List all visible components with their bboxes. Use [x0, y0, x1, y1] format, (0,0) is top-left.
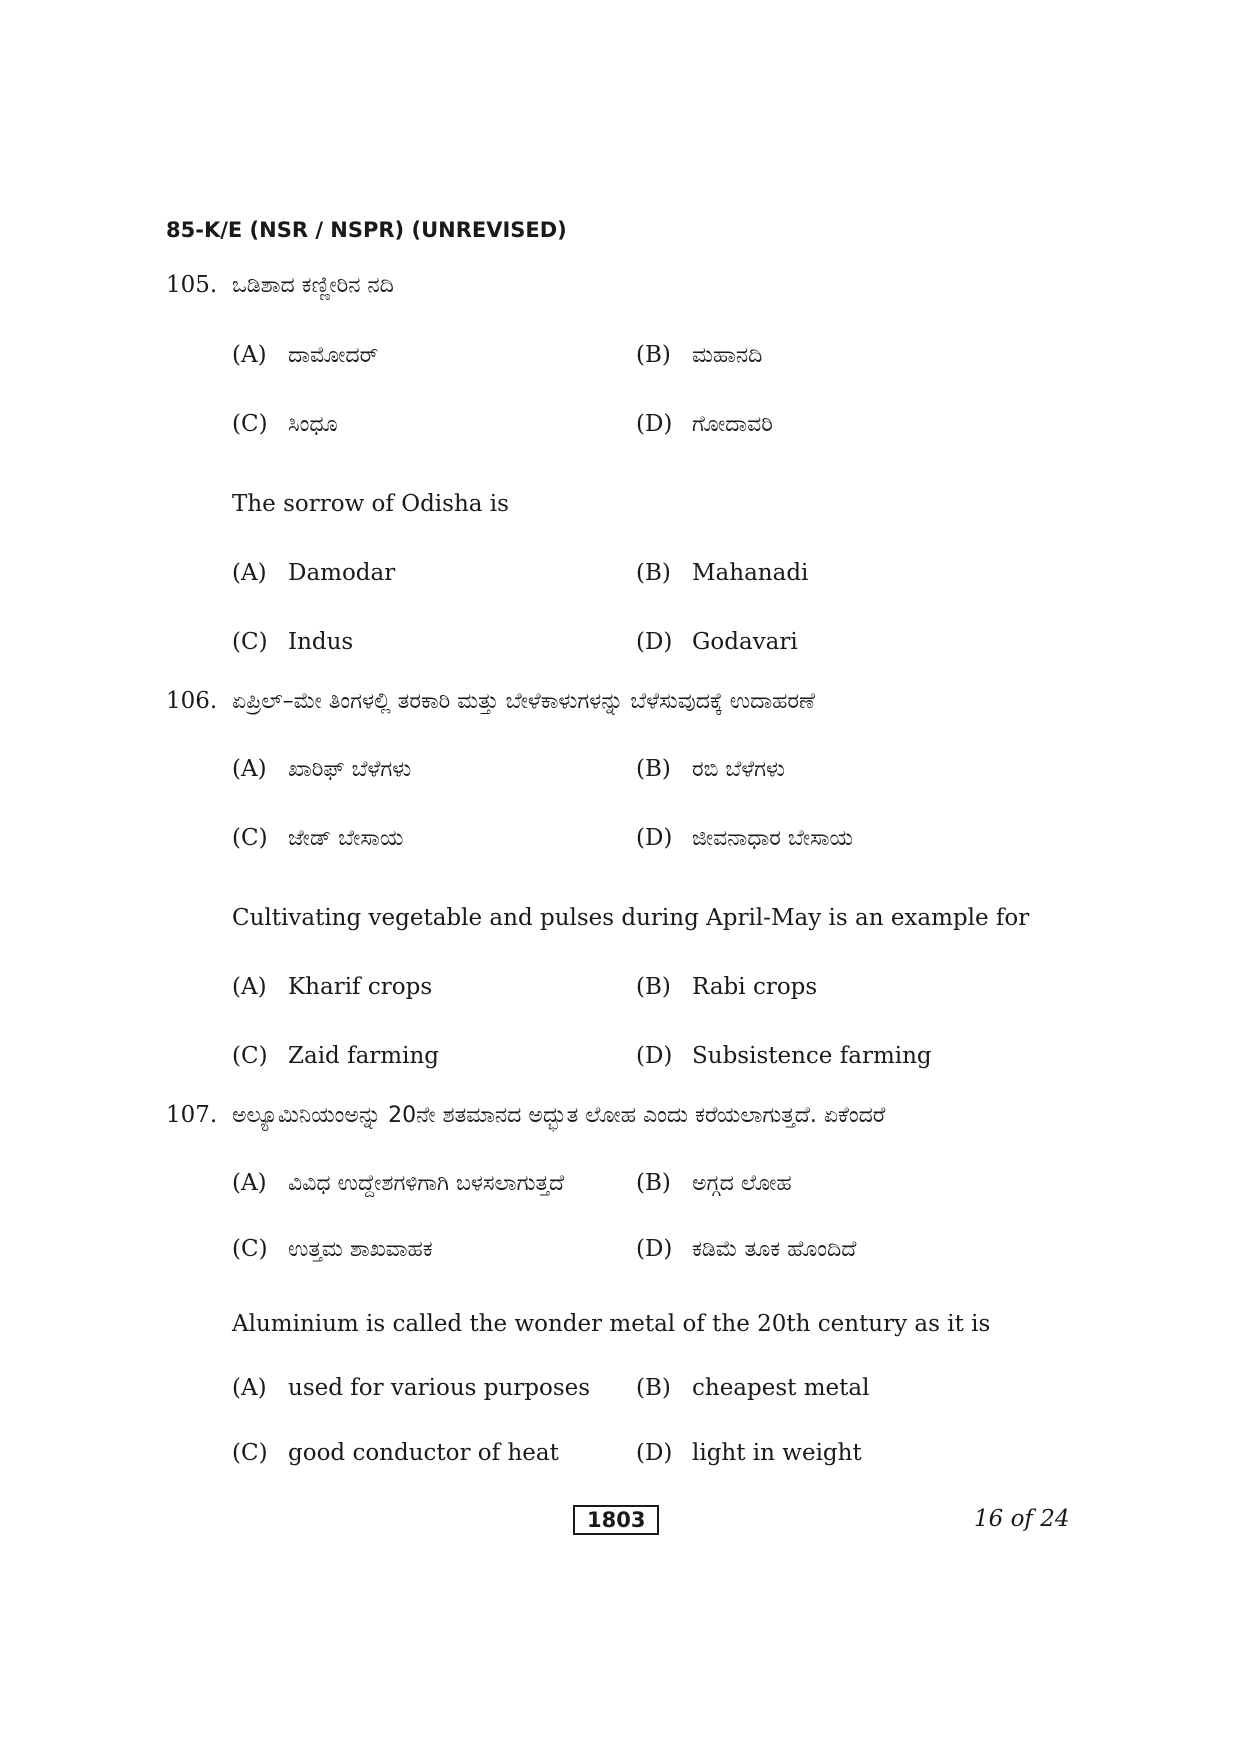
option-a-english: (A) used for various purposes	[232, 1375, 591, 1401]
option-d-english: (D) light in weight	[636, 1440, 862, 1466]
booklet-code-box: 1803	[573, 1505, 659, 1535]
option-b-english: (B) cheapest metal	[636, 1375, 870, 1401]
question-number: 105.	[166, 272, 218, 298]
option-b-kannada: (B) ಮಹಾನದಿ	[636, 342, 763, 368]
option-a-kannada: (A) ವಿವಿಧ ಉದ್ದೇಶಗಳಿಗಾಗಿ ಬಳಸಲಾಗುತ್ತದೆ	[232, 1170, 565, 1196]
option-c-english: (C) Zaid farming	[232, 1043, 440, 1069]
question-107-kannada	[166, 1102, 1166, 1128]
option-d-english: (D) Godavari	[636, 629, 798, 655]
option-c-kannada: (C) ಜೇಡ್ ಬೇಸಾಯ	[232, 825, 404, 851]
option-b-kannada: (B) ಅಗ್ಗದ ಲೋಹ	[636, 1170, 792, 1196]
option-a-kannada: (A) ಖಾರಿಫ್ ಬೆಳೆಗಳು	[232, 756, 412, 782]
question-number: 106.	[166, 688, 218, 714]
question-stem-kannada: ಅಲ್ಯೂಮಿನಿಯಂಅನ್ನು 20ನೇ ಶತಮಾನದ ಅದ್ಭುತ ಲೋಹ ಎಂದು ಕರೆಯಲಾಗುತ್ತದೆ. ಏಕೆಂದರೆ	[232, 1103, 886, 1128]
option-d-kannada: (D) ಗೋದಾವರಿ	[636, 411, 773, 437]
option-b-english: (B) Mahanadi	[636, 560, 809, 586]
page-number: 16 of 24	[974, 1506, 1070, 1532]
option-d-kannada: (D) ಜೀವನಾಧಾರ ಬೇಸಾಯ	[636, 825, 854, 851]
paper-code: 85-K/E (NSR / NSPR) (UNREVISED)	[166, 218, 567, 242]
option-c-kannada: (C) ಸಿಂಧೂ	[232, 411, 338, 437]
option-d-kannada: (D) ಕಡಿಮೆ ತೂಕ ಹೊಂದಿದೆ	[636, 1236, 857, 1262]
question-number: 107.	[166, 1102, 218, 1128]
option-a-english: (A) Kharif crops	[232, 974, 433, 1000]
option-d-english: (D) Subsistence farming	[636, 1043, 932, 1069]
option-a-kannada: (A) ದಾಮೋದರ್	[232, 342, 379, 368]
option-b-kannada: (B) ರಬಿ ಬೆಳೆಗಳು	[636, 756, 785, 782]
question-stem-kannada: ಏಪ್ರಿಲ್–ಮೇ ತಿಂಗಳಲ್ಲಿ ತರಕಾರಿ ಮತ್ತು ಬೇಳೆಕಾಳುಗಳನ್ನು ಬೆಳೆಸುವುದಕ್ಕೆ ಉದಾಹರಣೆ	[232, 689, 816, 714]
question-stem-english: Aluminium is called the wonder metal of the 20th century as it is	[232, 1311, 991, 1337]
option-b-english: (B) Rabi crops	[636, 974, 818, 1000]
question-stem-english: The sorrow of Odisha is	[232, 491, 509, 517]
option-c-kannada: (C) ಉತ್ತಮ ಶಾಖವಾಹಕ	[232, 1236, 433, 1262]
question-106-kannada	[166, 688, 1166, 714]
option-c-english: (C) Indus	[232, 629, 354, 655]
question-105-kannada	[166, 272, 1166, 298]
question-stem-english: Cultivating vegetable and pulses during April-May is an example for	[232, 905, 1030, 931]
option-c-english: (C) good conductor of heat	[232, 1440, 559, 1466]
question-stem-kannada: ಒಡಿಶಾದ ಕಣ್ಣೀರಿನ ನದಿ	[232, 273, 394, 298]
option-a-english: (A) Damodar	[232, 560, 396, 586]
